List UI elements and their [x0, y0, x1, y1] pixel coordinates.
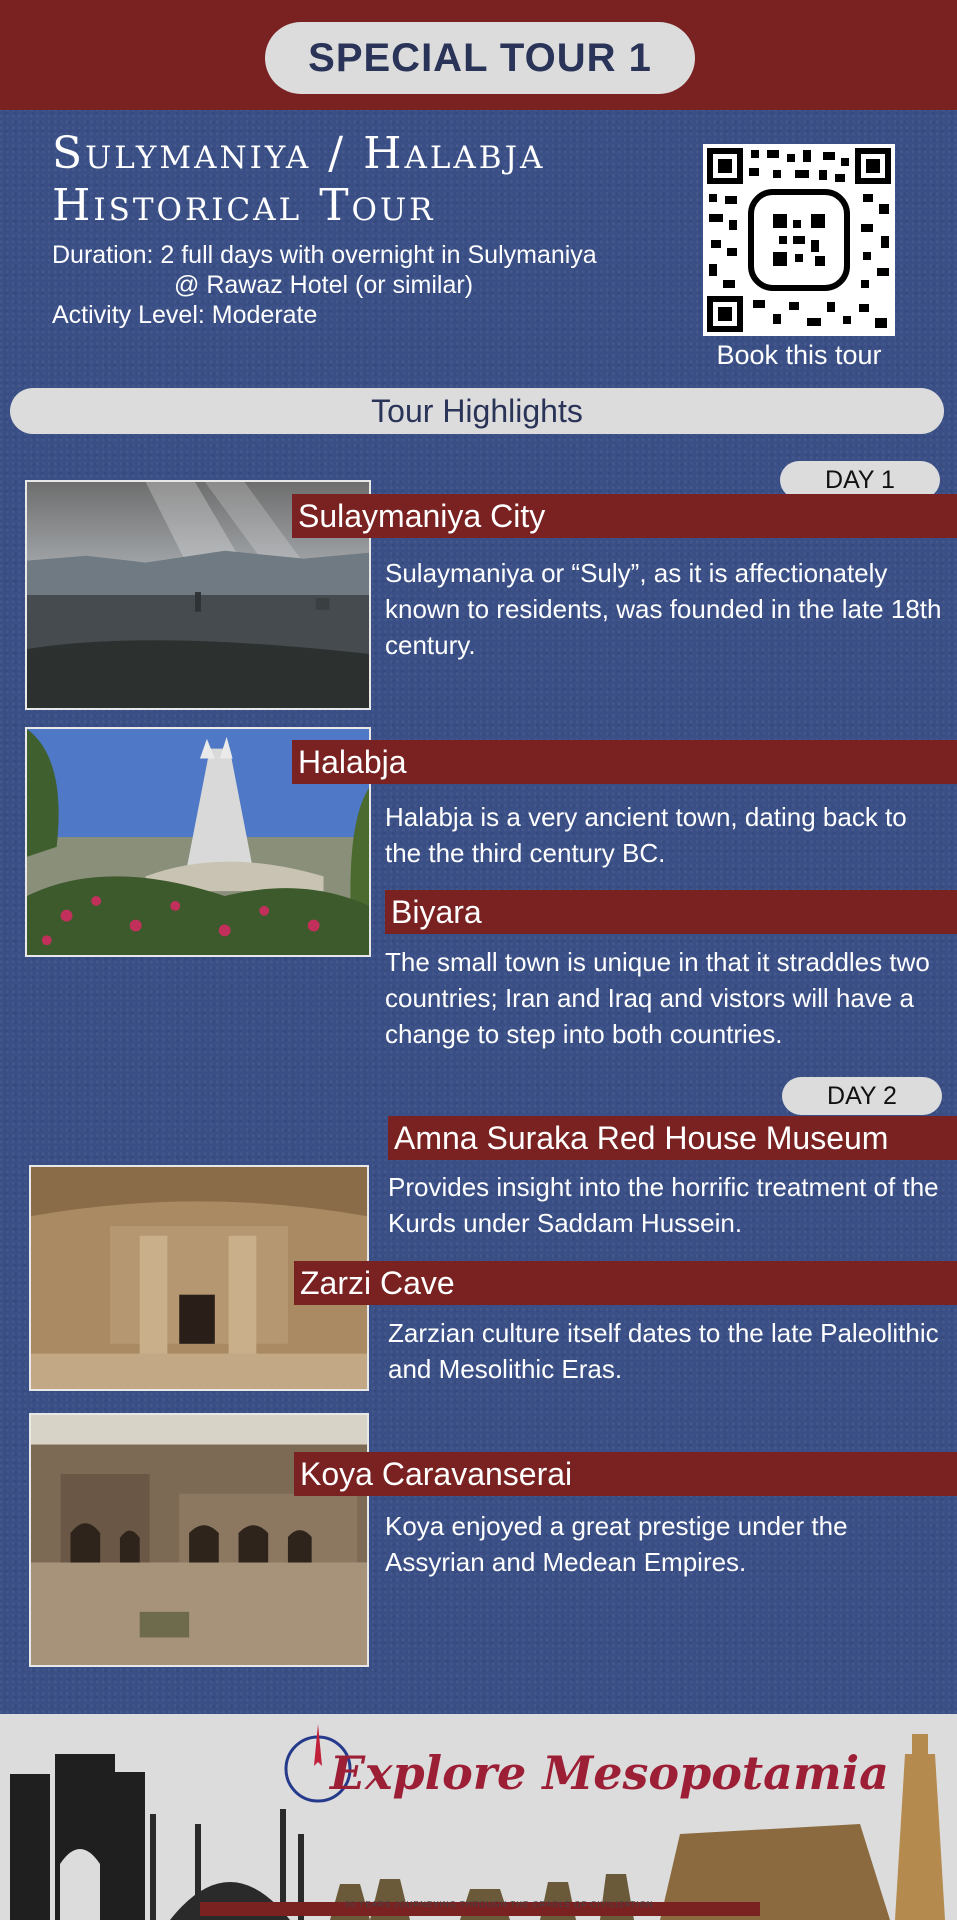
activity-level-text: Activity Level: Moderate — [52, 301, 318, 329]
special-tour-badge: SPECIAL TOUR 1 — [265, 22, 695, 94]
stop-description-biyara: The small town is unique in that it straddles two countries; Iran and Iraq and vistors will have a change to step into both countries. — [385, 947, 930, 1049]
explore-mesopotamia-logo: Explore Mesopotamia — [330, 1746, 889, 1800]
stop-description-sulaymaniya-city: Sulaymaniya or “Suly”, as it is affectionately known to residents, was founded in the late 18th century. — [385, 558, 942, 660]
stop-banner-halabja: Halabja — [292, 740, 957, 784]
hotel-text: @ Rawaz Hotel (or similar) — [174, 271, 474, 299]
tour-title-line2: Historical Tour — [52, 180, 436, 231]
day-1-badge: DAY 1 — [780, 461, 940, 499]
landmarks-illustration — [0, 1714, 957, 1920]
stop-banner-amna-suraka: Amna Suraka Red House Museum — [388, 1116, 957, 1160]
duration-text: Duration: 2 full days with overnight in Sulymaniya — [52, 241, 597, 269]
stop-description-halabja: Halabja is a very ancient town, dating back to the the third century BC. — [385, 802, 907, 868]
stop-banner-sulaymaniya-city: Sulaymaniya City — [292, 494, 957, 538]
day-2-badge: DAY 2 — [782, 1077, 942, 1115]
book-tour-link[interactable]: Book this tour — [716, 340, 882, 370]
stop-banner-biyara: Biyara — [385, 890, 957, 934]
stop-description-amna-suraka: Provides insight into the horrific treatment of the Kurds under Saddam Hussein. — [388, 1172, 939, 1238]
footer-tagline: 30 YEARS JOURNEYING THROUGH THE CRADLE OF CIVILIZATION — [345, 1900, 654, 1909]
stop-banner-koya-caravanserai: Koya Caravanserai — [294, 1452, 957, 1496]
stop-banner-zarzi-cave: Zarzi Cave — [294, 1261, 957, 1305]
tour-title-line1: Sulymaniya / Halabja — [52, 128, 546, 179]
tour-title — [52, 128, 692, 232]
stop-description-zarzi-cave: Zarzian culture itself dates to the late Paleolithic and Mesolithic Eras. — [388, 1318, 939, 1384]
tour-highlights-heading: Tour Highlights — [10, 388, 944, 434]
tour-details — [52, 240, 597, 330]
footer-banner — [0, 1714, 957, 1920]
stop-description-koya-caravanserai: Koya enjoyed a great prestige under the Assyrian and Medean Empires. — [385, 1511, 848, 1577]
qr-code-icon — [703, 144, 895, 336]
qr-code[interactable] — [703, 144, 895, 336]
